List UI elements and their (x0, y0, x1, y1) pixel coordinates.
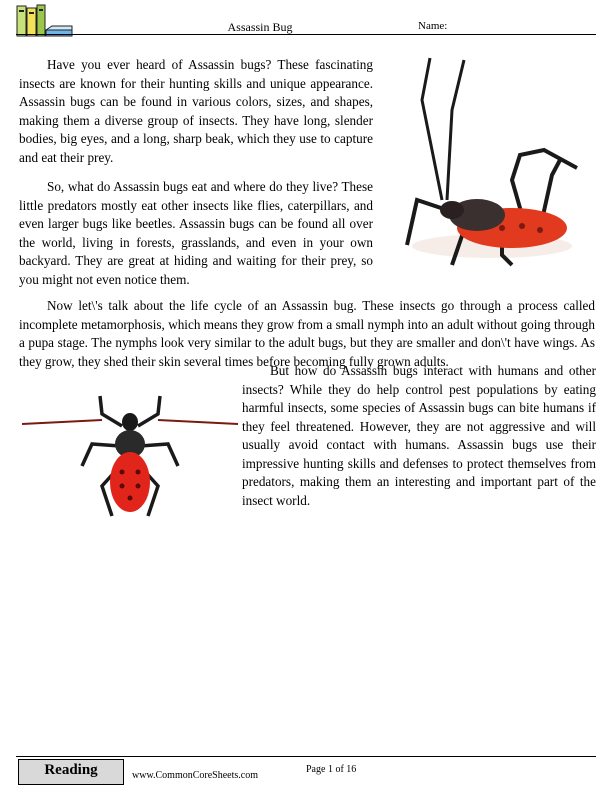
page-number: Page 1 of 16 (306, 764, 357, 775)
page-header (0, 0, 612, 40)
subject-label: Reading (44, 762, 98, 778)
assassin-bug-top-illustration (22, 386, 238, 530)
name-label: Name: (418, 20, 448, 32)
paragraph-3: Now let\'s talk about the life cycle of an Assassin bug. These insects go through a process called incomplete metamorphosis, which means they grow from a small nymph into an adult without going through a pupa stage. The nymphs look very similar to the adult bugs, but they are smaller and don\'t have wings. As they grow, they shed their skin several times before becoming fully grown adults. (19, 298, 595, 369)
subject-badge (18, 759, 124, 785)
paragraph-2: So, what do Assassin bugs eat and where do they live? These little predators mostly eat other insects like flies, caterpillars, and even larger bugs like beetles. Assassin bugs can be found all over the world, living in forests, grasslands, and even in your own backyard. They are great at hiding and waiting for their prey, so you might not even notice them. (19, 179, 373, 287)
page-title: Assassin Bug (227, 20, 293, 34)
paragraph-1: Have you ever heard of Assassin bugs? These fascinating insects are known for their hunting skills and unique appearance. Assassin bugs can be found in various colors, sizes, and shapes, making them a diverse group of insects. They have long, slender bodies, big eyes, and a long, sharp beak, which they use to capture and eat their prey. (19, 57, 373, 165)
footer-divider (16, 756, 596, 757)
header-divider (16, 34, 596, 35)
paragraph-4: But how do Assassin bugs interact with humans and other insects? While they do help control pest populations by eating harmful insects, some species of Assassin bugs can bite humans if they feel threatened. However, they are not aggressive and will usually avoid contact with humans. Assassin bugs use their impressive hunting skills and defenses to protect themselves from predators, making them an interesting and important part of the insect world. (242, 363, 596, 508)
website-link[interactable]: www.CommonCoreSheets.com (132, 770, 259, 781)
assassin-bug-side-illustration (392, 50, 588, 280)
